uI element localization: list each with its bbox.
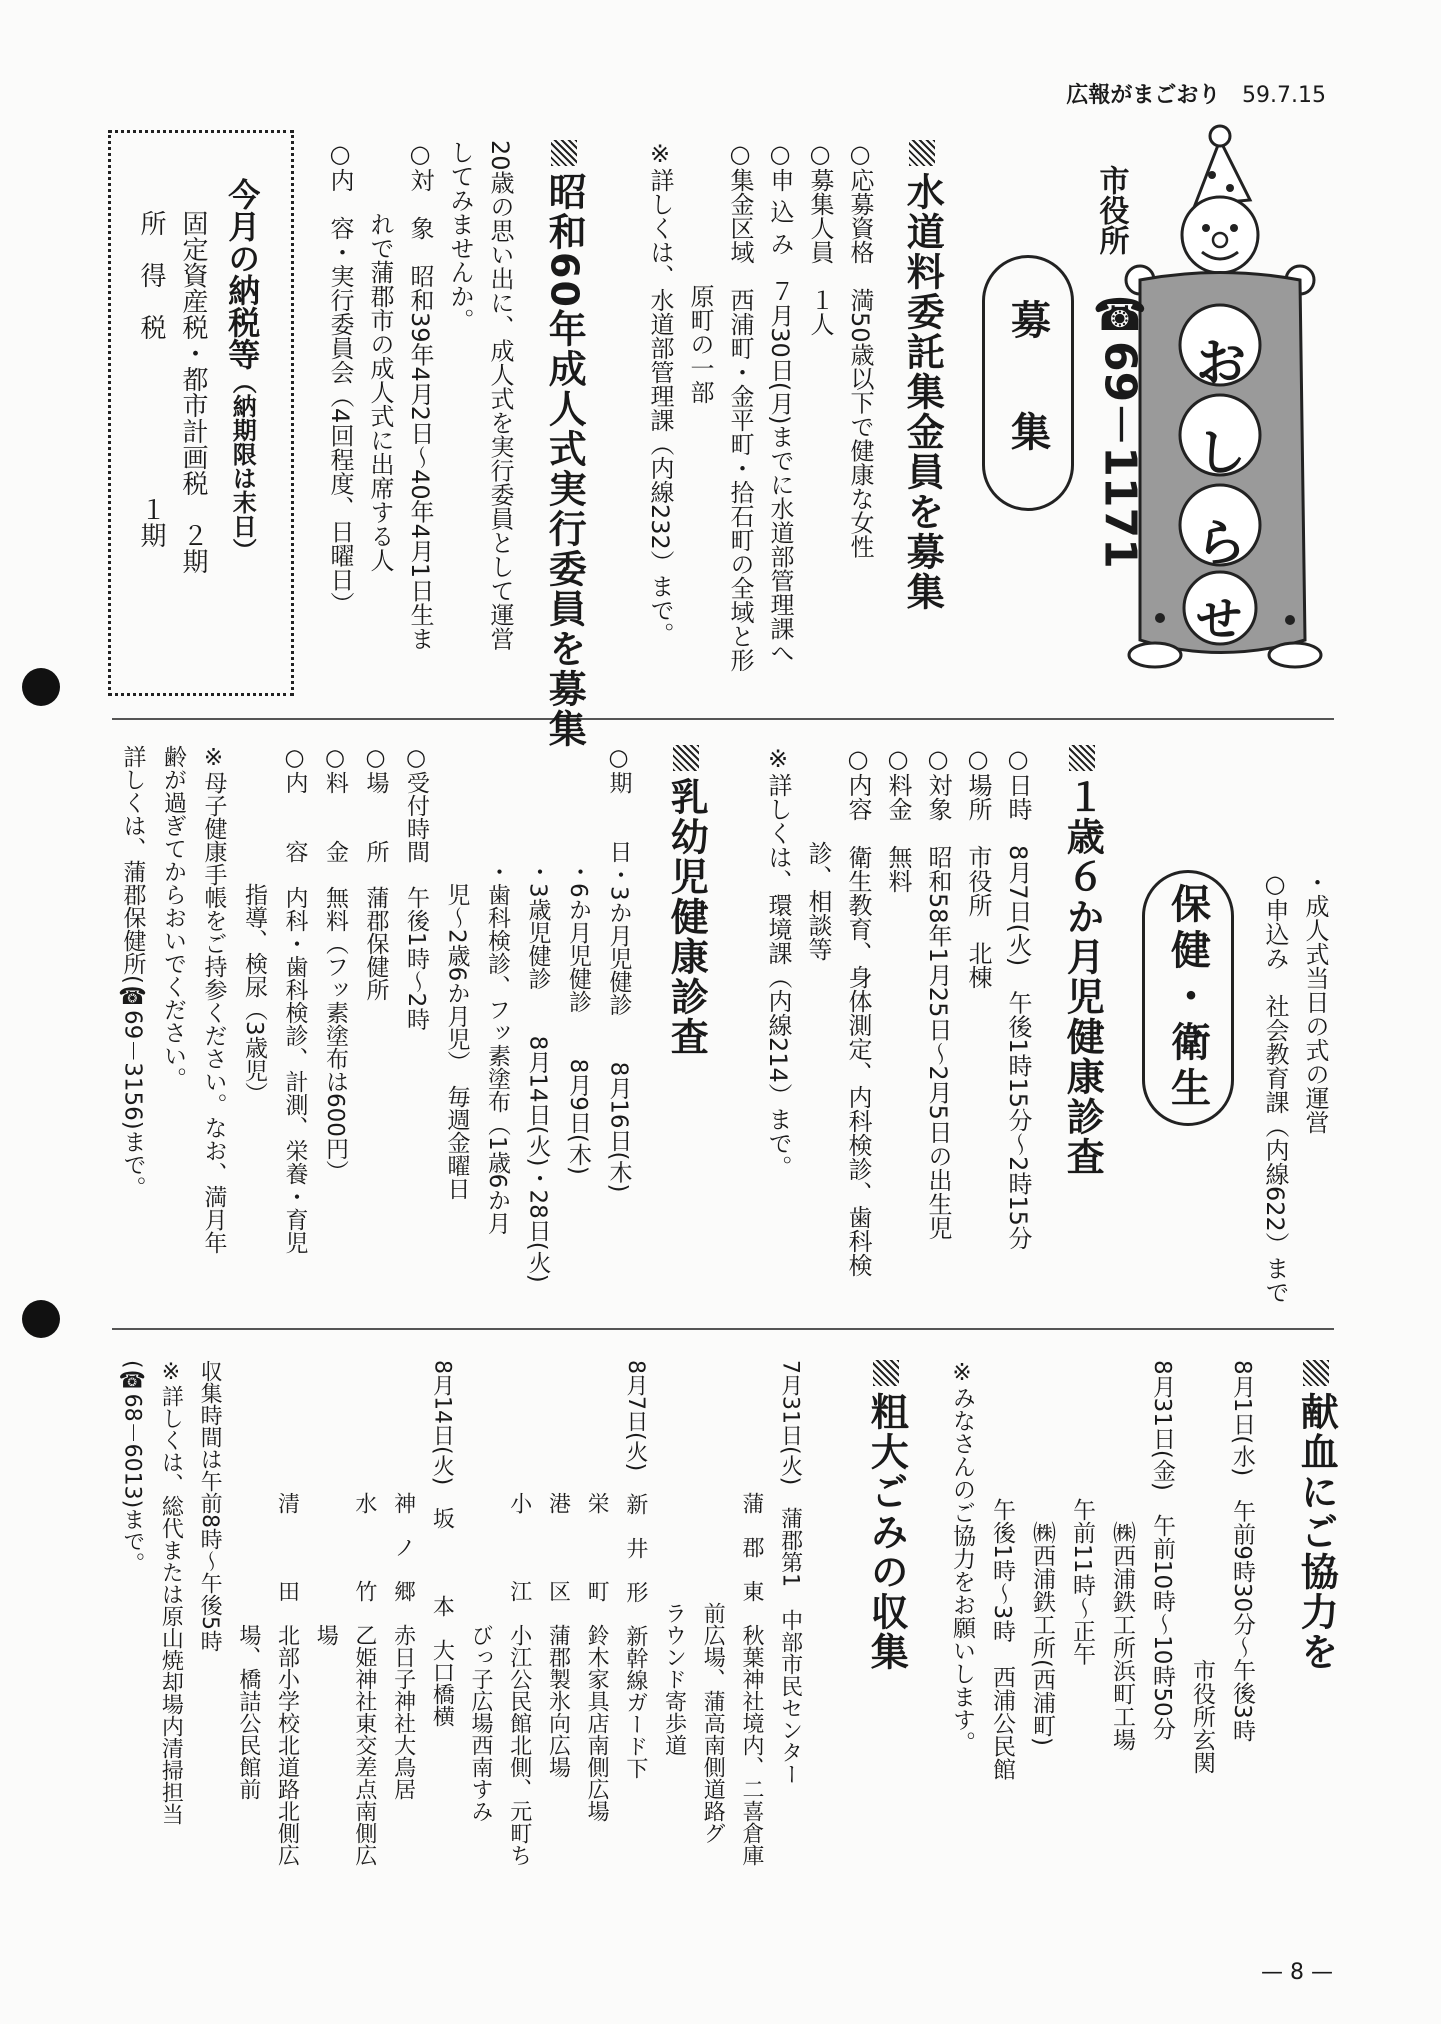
oshirase-char-1: お	[1196, 334, 1246, 392]
sodai-gomi-text: 7月31日(火) 蒲郡第1 中部市民センター 蒲 郡 東 秋葉神社境内、二喜倉庫 前広場、蒲高南側道路グ ラウンド寄歩道 8月7日(火) 新 井 形 新幹線ガード下 栄 町 鈴木家具店南側広場 港 区 蒲郡製氷向広場 小 江 小江公民館北側、元町ち びっ子広場西南すみ 8月14日(火) 坂 本 大口橋横 神 ノ 郷 赤日子神社大鳥居 水 竹 乙姫神社東交差点南側広 場 清 田 北部小学校北道路北側広 場、橋詰公民館前 収集時間は午前8時～午後5時 ※詳しくは、総代または原山焼却場内清掃担当 (☎68－6013)まで。	[119, 1360, 803, 1866]
nyuyoji-kenshin-title: 乳幼児健康診査	[660, 745, 711, 1057]
seijin-recruit-text-continued: ・成人式当日の式の運営 ○申込み 社会教育課（内線622）まで	[1261, 870, 1329, 1304]
section-divider-middle	[112, 1328, 1334, 1330]
sodai-gomi-title: 粗大ごみの収集	[860, 1360, 911, 1672]
city-office-label: 市役所	[1093, 165, 1129, 255]
punch-hole-top	[22, 668, 60, 706]
page-header	[1066, 78, 1326, 109]
city-office-phone: ☎69－1171	[1094, 290, 1146, 569]
publication-name: 広報がまごおり	[1066, 83, 1221, 108]
section-divider-top	[112, 718, 1334, 720]
suido-recruit-title: 水道料委託集金員を募集	[896, 140, 947, 612]
kenshin-18month-title: １歳６か月児健康診査	[1056, 745, 1107, 1177]
oshirase-char-2: し	[1196, 424, 1246, 482]
oshirase-char-3: ら	[1196, 514, 1246, 572]
page-number: — 8 —	[1261, 1960, 1333, 1985]
suido-recruit-text: ○応募資格 満50歳以下で健康な女性 ○募集人員 １人 ○申 込 み ７月30日(月)までに水道部管理課へ ○集金区域 西浦町・金平町・拾石町の全域と形 原町の一部 ※詳しくは、水道部管理課（内線232）まで。	[646, 140, 874, 672]
seijin-recruit-title: 昭和60年成人式実行委員を募集	[538, 140, 589, 749]
issue-date: 59.7.15	[1242, 83, 1326, 108]
kenketsu-title: 献血にご協力を	[1290, 1360, 1341, 1672]
tax-notice-title: 今月の納税等（納期限は末日）	[223, 178, 262, 562]
hoken-eisei-category-badge: 保健・衛生	[1142, 870, 1234, 1126]
kenshin-18month-text: ○日時 8月7日(火) 午後1時15分～2時15分 ○場所 市役所 北棟 ○対象 昭和58年1月25日～2月5日の出生児 ○料金 無料 ○内容 衛生教育、身体測定、内科検診、歯科検 診、相談等 ※詳しくは、環境課（内線214）まで。	[764, 745, 1032, 1277]
seijin-recruit-text: 20歳の思い出に、成人式を実行委員として運営 してみませんか。 ○対 象 昭和39年4月2日～40年4月1日生ま れで蒲郡市の成人式に出席する人 ○内 容・実行委員会（4回程度、日曜日）	[326, 140, 514, 651]
nyuyoji-kenshin-text: ○期 日・3か月児健診 8月16日(木) ・6か月児健診 8月9日(木) ・3歳児健診 8月14日(火)・28日(火) ・歯科検診、フッ素塗布（1歳6か月 児～2歳6か月児） 毎週金曜日 ○受付時間 午後1時～2時 ○場 所 蒲郡保健所 ○料 金 無料（フッ素塗布は600円） ○内 容 内科・歯科検診、計測、栄養・育児 指導、検尿（3歳児） ※母子健康手帳をご持参ください。なお、満月年 齢が過ぎてからおいでください。 詳しくは、蒲郡保健所(☎69－3156)まで。	[119, 745, 632, 1283]
boshu-category-badge: 募 集	[982, 255, 1074, 511]
tax-notice-items: 固定資産税・都市計画税 ２期 所 得 税 １期	[136, 210, 208, 574]
punch-hole-bottom	[22, 1300, 60, 1338]
oshirase-char-4: せ	[1196, 592, 1242, 646]
kenketsu-text: 8月1日(水) 午前9時30分～午後3時 市役所玄関 8月31日(金) 午前10時～10時50分 ㈱西浦鉄工所浜町工場 午前11時～正午 ㈱西浦鉄工所(西浦町) 午後1時～3時 西浦公民館 ※みなさんのご協力をお願いします。	[949, 1360, 1255, 1781]
